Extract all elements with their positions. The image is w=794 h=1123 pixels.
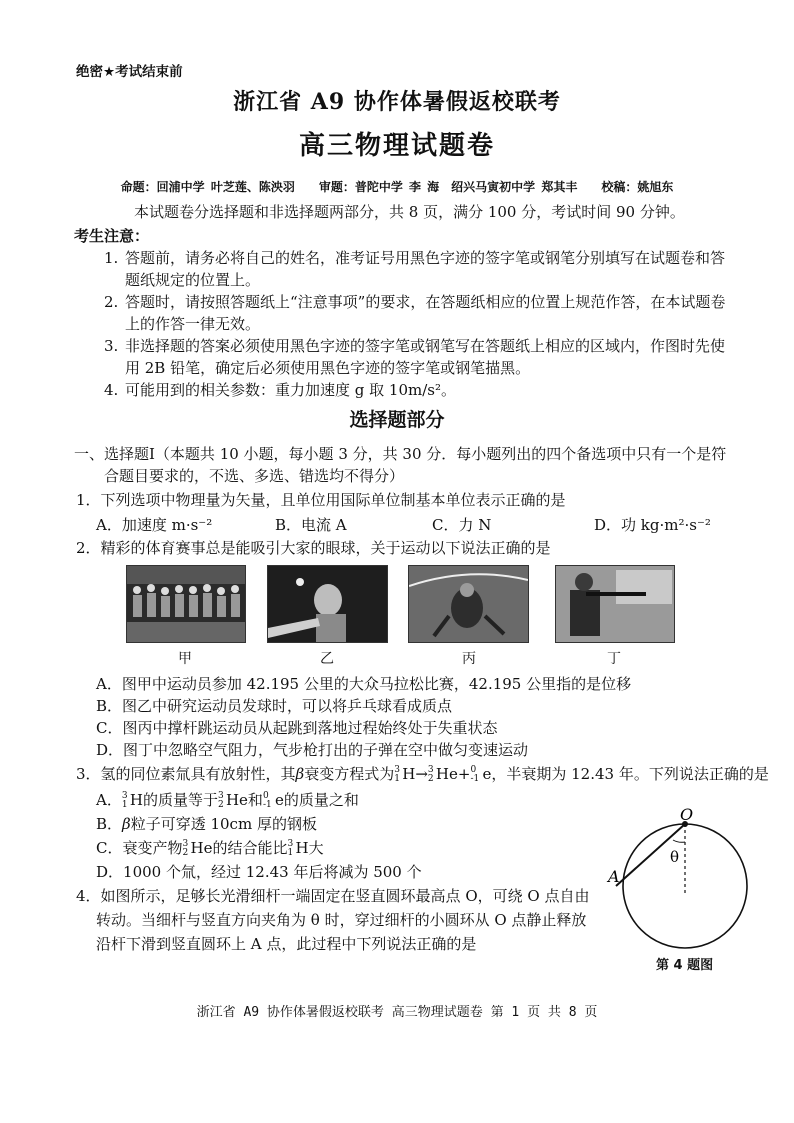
q3-option-c: C．衰变产物 3 2 He的结合能比 3 1 H大 <box>96 839 324 858</box>
caption-jia: 甲 <box>178 651 192 667</box>
label-theta: θ <box>670 848 680 866</box>
notice-item-1-line1: 答题前，请务必将自己的姓名，准考证号用黑色字迹的签字笔或钢笔分别填写在试题卷和答 <box>125 249 726 267</box>
q2-option-c: C．图丙中撑杆跳运动员从起跳到落地过程始终处于失重状态 <box>96 719 498 737</box>
q1-stem: 1．下列选项中物理量为矢量，且单位用国际单位制基本单位表示正确的是 <box>76 491 566 509</box>
q4-stem-line1: 4．如图所示，足够长光滑细杆一端固定在竖直圆环最高点 O，可绕 O 点自由 <box>76 887 590 905</box>
intro-text: 本试题卷分选择题和非选择题两部分，共 8 页，满分 100 分，考试时间 90 分钟。 <box>134 203 685 221</box>
notice-item-2-num: 2. <box>104 293 119 311</box>
q3-option-b: B．β粒子可穿透 10cm 厚的钢板 <box>96 815 317 833</box>
label-o: O <box>680 808 694 824</box>
paper-title: 高三物理试题卷 <box>298 131 495 161</box>
q2-option-a: A．图甲中运动员参加 42.195 公里的大众马拉松比赛，42.195 公里指的是位移 <box>96 675 632 693</box>
caption-bing: 丙 <box>462 651 476 667</box>
q3-option-d: D．1000 个氚，经过 12.43 年后将减为 500 个 <box>96 863 422 881</box>
notice-item-3-num: 3. <box>104 337 119 355</box>
q3-stem: 3．氢的同位素氚具有放射性，其β衰变方程式为 3 1 H→ 3 2 He+ 0 -1 e，半衰期为 12.43 年。下列说法正确的是 <box>76 765 769 784</box>
notice-item-2-line1: 答题时，请按照答题纸上“注意事项”的要求，在答题纸相应的位置上规范作答，在本试题卷 <box>125 293 726 311</box>
photo-table-tennis <box>267 565 388 643</box>
iso-h3-eq: 3 1 <box>394 765 400 784</box>
notice-item-1-line2: 题纸规定的位置上。 <box>125 271 261 289</box>
confidential-mark: 绝密★考试结束前 <box>76 64 183 80</box>
q2-option-d: D．图丁中忽略空气阻力，气步枪打出的子弹在空中做匀变速运动 <box>96 741 529 759</box>
page-footer: 浙江省 A9 协作体暑假返校联考 高三物理试题卷 第 1 页 共 8 页 <box>196 1005 598 1020</box>
notice-item-2-line2: 上的作答一律无效。 <box>125 315 261 333</box>
q1-option-d: D．功 kg·m²·s⁻² <box>594 516 711 534</box>
q4-stem-line2: 转动。当细杆与竖直方向夹角为 θ 时，穿过细杆的小圆环从 O 点静止释放 <box>96 911 587 929</box>
photo-marathon <box>126 565 246 643</box>
notice-heading: 考生注意： <box>74 227 150 245</box>
q1-option-a: A．加速度 m·s⁻² <box>96 516 213 534</box>
q2-option-b: B．图乙中研究运动员发球时，可以将乒乓球看成质点 <box>96 697 453 715</box>
photo-pole-vault <box>408 565 529 643</box>
q3-option-a: A． 3 1 H的质量等于 3 2 He和 0 -1 e的质量之和 <box>96 791 359 810</box>
notice-item-4-num: 4. <box>104 381 119 399</box>
notice-item-3-line1: 非选择题的答案必须使用黑色字迹的签字笔或钢笔写在答题纸上相应的区域内，作图时先使 <box>125 337 726 355</box>
caption-ding: 丁 <box>607 651 621 667</box>
notice-item-4-line1: 可能用到的相关参数：重力加速度 g 取 10m/s²。 <box>125 381 456 399</box>
q4-figure-caption: 第 4 题图 <box>656 958 714 973</box>
notice-item-1-num: 1. <box>104 249 119 267</box>
caption-yi: 乙 <box>320 651 334 667</box>
notice-item-3-line2: 用 2B 铅笔，确定后必须使用黑色字迹的签字笔或钢笔描黑。 <box>125 359 531 377</box>
part1-instruction-line1: 一、选择题Ⅰ（本题共 10 小题，每小题 3 分，共 30 分．每小题列出的四个备选项中只有一个是符 <box>74 445 727 463</box>
q1-option-c: C．力 N <box>432 516 492 534</box>
exam-title: 浙江省 A9 协作体暑假返校联考 <box>233 89 561 115</box>
q2-stem: 2．精彩的体育赛事总是能吸引大家的眼球，关于运动以下说法正确的是 <box>76 539 551 557</box>
photo-air-rifle <box>555 565 675 643</box>
authors-line: 命题：回浦中学 叶芝莲、陈泱羽 审题：普陀中学 李 海 绍兴马寅初中学 郑其丰 校稿：姚旭东 <box>120 180 674 194</box>
q4-figure <box>600 808 760 958</box>
q1-option-b: B．电流 A <box>275 516 347 534</box>
q4-stem-line3: 沿杆下滑到竖直圆环上 A 点，此过程中下列说法正确的是 <box>96 935 477 953</box>
part1-instruction-line2: 合题目要求的，不选、多选、错选均不得分） <box>104 467 405 485</box>
section-title: 选择题部分 <box>349 409 445 431</box>
label-a: A <box>608 867 620 886</box>
